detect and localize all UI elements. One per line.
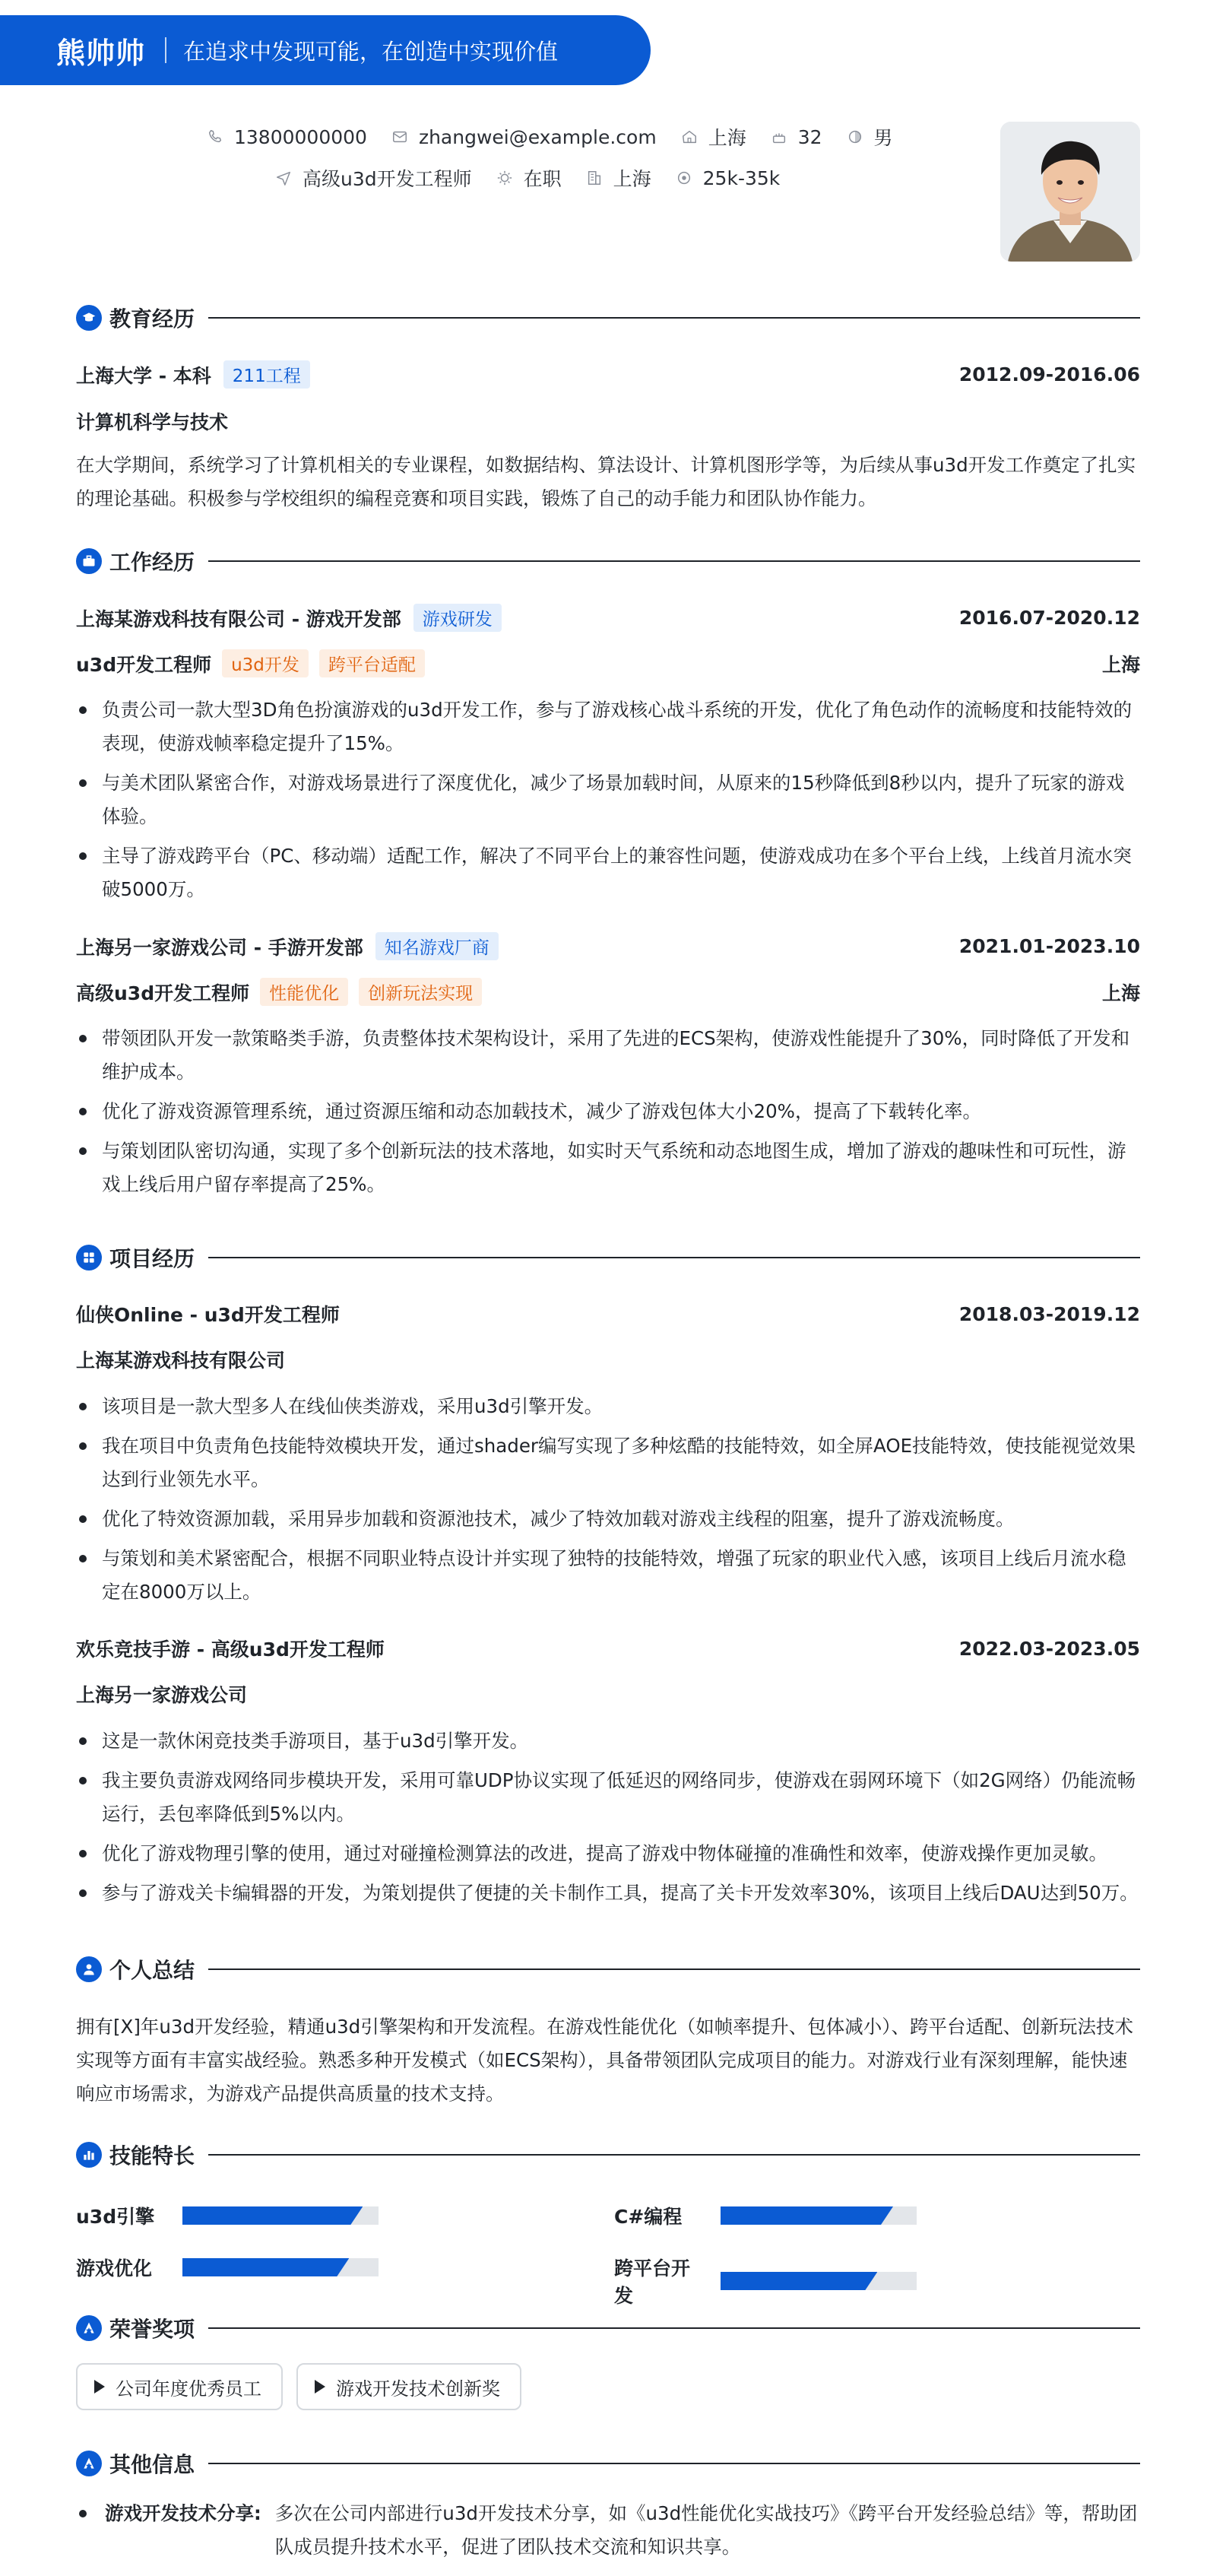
info-gender xyxy=(845,123,893,151)
list-item: 带领团队开发一款策略类手游，负责整体技术架构设计，采用了先进的ECS架构，使游戏性能提升了30%，同时降低了开发和维护成本。 xyxy=(76,1022,1140,1089)
section-education-heading xyxy=(76,303,1140,333)
company-tag: 游戏研发 xyxy=(413,604,502,632)
skill-item xyxy=(614,2202,917,2229)
section-awards-heading xyxy=(76,2313,1140,2343)
info-work-city xyxy=(584,164,651,192)
job-role: u3d开发工程师 xyxy=(76,653,212,676)
skill-item xyxy=(614,2254,917,2308)
list-item: 我主要负责游戏网络同步模块开发，采用可靠UDP协议实现了低延迟的网络同步，使游戏在弱网环境下（如2G网络）仍能流畅运行，丢包率降低到5%以内。 xyxy=(76,1764,1140,1831)
section-rule xyxy=(208,560,1140,562)
list-item: 这是一款休闲竞技类手游项目，基于u3d引擎开发。 xyxy=(76,1724,1140,1758)
send-icon xyxy=(274,168,293,188)
play-icon xyxy=(94,2380,105,2394)
salary-icon xyxy=(674,168,694,188)
skill-item xyxy=(76,2202,379,2229)
info-phone xyxy=(205,126,367,148)
section-projects-heading xyxy=(76,1242,1140,1273)
info-age xyxy=(769,126,822,148)
school-name: 上海大学 - 本科 xyxy=(76,364,211,387)
list-item: 该项目是一款大型多人在线仙侠类游戏，采用u3d引擎开发。 xyxy=(76,1390,1140,1423)
skill-fill xyxy=(182,2206,363,2225)
list-item: 负责公司一款大型3D角色扮演游戏的u3d开发工作，参与了游戏核心战斗系统的开发，优化了角色动作的流畅度和技能特效的表现，使游戏帧率稳定提升了15%。 xyxy=(76,693,1140,760)
email-text: zhangwei@example.com xyxy=(418,125,657,148)
salary-text: 25k-35k xyxy=(702,167,781,189)
info-email xyxy=(390,126,657,148)
role-tag: 创新玩法实现 xyxy=(359,978,482,1006)
school-tag: 211工程 xyxy=(223,360,310,389)
skill-bar xyxy=(182,2206,379,2225)
job-city: 上海 xyxy=(1101,653,1140,676)
project-company: 上海另一家游戏公司 xyxy=(76,1684,248,1706)
info-city xyxy=(680,123,746,151)
project-date: 2022.03-2023.05 xyxy=(958,1637,1140,1660)
job-2-role-row xyxy=(76,978,1140,1006)
section-title: 个人总结 xyxy=(109,1958,195,1983)
section-rule xyxy=(208,2463,1140,2464)
age-icon xyxy=(769,127,789,147)
header-slogan: 在追求中发现可能，在创造中实现价值 xyxy=(183,38,559,65)
skill-name: 游戏优化 xyxy=(76,2257,153,2279)
major: 计算机科学与技术 xyxy=(76,411,229,433)
company-name: 上海另一家游戏公司 - 手游开发部 xyxy=(76,936,363,959)
award-badge xyxy=(296,2363,521,2410)
project-2-bullets xyxy=(76,1724,1140,1916)
list-item: 与策划和美术紧密配合，根据不同职业特点设计并实现了独特的技能特效，增强了玩家的职业代入感，该项目上线后月流水稳定在8000万以上。 xyxy=(76,1542,1140,1609)
skill-item xyxy=(76,2254,379,2281)
section-title: 教育经历 xyxy=(109,306,195,332)
project-name: 欢乐竞技手游 - 高级u3d开发工程师 xyxy=(76,1639,385,1661)
education-header xyxy=(76,360,1140,389)
job-1-role-row xyxy=(76,649,1140,677)
job-2-header xyxy=(76,932,1140,960)
award-icon xyxy=(76,2451,102,2476)
education-major-row xyxy=(76,408,1140,435)
award-label: 游戏开发技术创新奖 xyxy=(336,2378,500,2400)
section-other-heading xyxy=(76,2448,1140,2479)
project-1-bullets xyxy=(76,1390,1140,1615)
role-tag: 跨平台适配 xyxy=(319,649,425,677)
skill-name: C#编程 xyxy=(614,2206,683,2228)
section-title: 工作经历 xyxy=(109,550,195,575)
education-description: 在大学期间，系统学习了计算机相关的专业课程，如数据结构、算法设计、计算机图形学等，为后续从事u3d开发工作奠定了扎实的理论基础。积极参与学校组织的编程竞赛和项目实践，锻炼了自己的动手能力和团队协作能力。 xyxy=(76,454,1136,509)
home-icon xyxy=(680,127,699,147)
project-name: 仙侠Online - u3d开发工程师 xyxy=(76,1304,340,1326)
award-badge xyxy=(76,2363,283,2410)
grid-icon xyxy=(76,1245,102,1271)
job-info-row xyxy=(274,164,803,192)
company-tag: 知名游戏厂商 xyxy=(375,932,499,960)
header-divider xyxy=(165,37,166,63)
info-status xyxy=(495,164,562,192)
summary-text: 拥有[X]年u3d开发经验，精通u3d引擎架构和开发流程。在游戏性能优化（如帧率提升、包体减小）、跨平台适配、创新玩法技术实现等方面有丰富实战经验。熟悉多种开发模式（如ECS架构），具备带领团队完成项目的能力。对游戏行业有深刻理解，能快速响应市场需求，为游戏产品提供高质量的技术支持。 xyxy=(76,2016,1133,2105)
job-role: 高级u3d开发工程师 xyxy=(76,982,250,1004)
skill-fill xyxy=(721,2272,877,2290)
info-salary xyxy=(674,167,781,189)
role-tag: 性能优化 xyxy=(260,978,348,1006)
graduation-cap-icon xyxy=(76,305,102,331)
section-title: 荣誉奖项 xyxy=(109,2317,195,2342)
section-rule xyxy=(208,1968,1140,1970)
skill-name: u3d引擎 xyxy=(76,2206,155,2228)
job-date: 2021.01-2023.10 xyxy=(958,935,1140,957)
job-city: 上海 xyxy=(1101,982,1140,1004)
candidate-name: 熊帅帅 xyxy=(56,36,146,70)
phone-icon xyxy=(205,127,225,147)
section-title: 技能特长 xyxy=(109,2143,195,2168)
job-2-bullets xyxy=(76,1022,1140,1207)
job-1-header xyxy=(76,604,1140,632)
skill-bar xyxy=(721,2206,917,2225)
status-text: 在职 xyxy=(523,168,562,190)
project-1-header xyxy=(76,1300,1140,1328)
other-text: 多次在公司内部进行u3d开发技术分享，如《u3d性能优化实战技巧》《跨平台开发经验总结》等，帮助团队成员提升技术水平，促进了团队技术交流和知识共享。 xyxy=(274,2502,1138,2558)
skill-fill xyxy=(721,2206,893,2225)
city-text: 上海 xyxy=(708,127,746,149)
user-icon xyxy=(76,1956,102,1982)
bar-chart-icon xyxy=(76,2142,102,2168)
phone-text: 13800000000 xyxy=(234,125,367,148)
skill-bar xyxy=(721,2272,917,2290)
list-item: 优化了游戏资源管理系统，通过资源压缩和动态加载技术，减少了游戏包体大小20%，提高了下载转化率。 xyxy=(76,1095,1140,1128)
list-item: 与策划团队密切沟通，实现了多个创新玩法的技术落地，如实时天气系统和动态地图生成，增加了游戏的趣味性和可玩性，游戏上线后用户留存率提高了25%。 xyxy=(76,1134,1140,1201)
work-city-text: 上海 xyxy=(613,168,651,190)
section-rule xyxy=(208,2327,1140,2329)
project-2-header xyxy=(76,1635,1140,1662)
list-item: 优化了游戏物理引擎的使用，通过对碰撞检测算法的改进，提高了游戏中物体碰撞的准确性和效率，使游戏操作更加灵敏。 xyxy=(76,1837,1140,1870)
section-rule xyxy=(208,1257,1140,1258)
skill-fill xyxy=(182,2258,349,2276)
header-banner xyxy=(0,15,651,85)
award-label: 公司年度优秀员工 xyxy=(116,2378,261,2400)
contact-info-row xyxy=(205,123,916,151)
job-1-bullets xyxy=(76,693,1140,912)
building-icon xyxy=(584,168,604,188)
project-date: 2018.03-2019.12 xyxy=(958,1302,1140,1325)
project-1-company-row xyxy=(76,1346,1140,1373)
gender-icon xyxy=(845,127,865,147)
list-item: 与美术团队紧密合作，对游戏场景进行了深度优化，减少了场景加载时间，从原来的15秒降低到8秒以内，提升了玩家的游戏体验。 xyxy=(76,766,1140,833)
section-title: 项目经历 xyxy=(109,1246,195,1271)
award-icon xyxy=(76,2315,102,2341)
position-text: 高级u3d开发工程师 xyxy=(303,168,472,190)
list-item: 参与了游戏关卡编辑器的开发，为策划提供了便捷的关卡制作工具，提高了关卡开发效率30%，该项目上线后DAU达到50万。 xyxy=(76,1876,1140,1910)
mail-icon xyxy=(390,127,410,147)
job-date: 2016.07-2020.12 xyxy=(958,607,1140,629)
briefcase-icon xyxy=(76,548,102,574)
section-summary-heading xyxy=(76,1954,1140,1984)
company-name: 上海某游戏科技有限公司 - 游戏开发部 xyxy=(76,608,401,630)
status-icon xyxy=(495,168,515,188)
age-text: 32 xyxy=(797,125,822,148)
role-tag: u3d开发 xyxy=(222,649,309,677)
gender-text: 男 xyxy=(873,127,893,149)
section-rule xyxy=(208,2154,1140,2156)
section-title: 其他信息 xyxy=(109,2452,195,2477)
section-skills-heading xyxy=(76,2140,1140,2170)
skill-name: 跨平台开发 xyxy=(614,2257,691,2307)
avatar xyxy=(1000,122,1140,262)
education-date: 2012.09-2016.06 xyxy=(958,363,1140,385)
list-item: 我在项目中负责角色技能特效模块开发，通过shader编写实现了多种炫酷的技能特效，如全屏AOE技能特效，使技能视觉效果达到行业领先水平。 xyxy=(76,1429,1140,1496)
project-company: 上海某游戏科技有限公司 xyxy=(76,1350,286,1372)
bullet-dot xyxy=(79,2510,87,2517)
other-label: 游戏开发技术分享: xyxy=(105,2502,261,2524)
section-rule xyxy=(208,317,1140,319)
info-position xyxy=(274,164,472,192)
play-icon xyxy=(315,2380,325,2394)
other-info-item xyxy=(76,2497,1140,2564)
list-item: 优化了特效资源加载，采用异步加载和资源池技术，减少了特效加载对游戏主线程的阻塞，提升了游戏流畅度。 xyxy=(76,1502,1140,1536)
section-work-heading xyxy=(76,546,1140,576)
list-item: 主导了游戏跨平台（PC、移动端）适配工作，解决了不同平台上的兼容性问题，使游戏成功在多个平台上线，上线首月流水突破5000万。 xyxy=(76,839,1140,906)
project-2-company-row xyxy=(76,1680,1140,1708)
skill-bar xyxy=(182,2258,379,2276)
